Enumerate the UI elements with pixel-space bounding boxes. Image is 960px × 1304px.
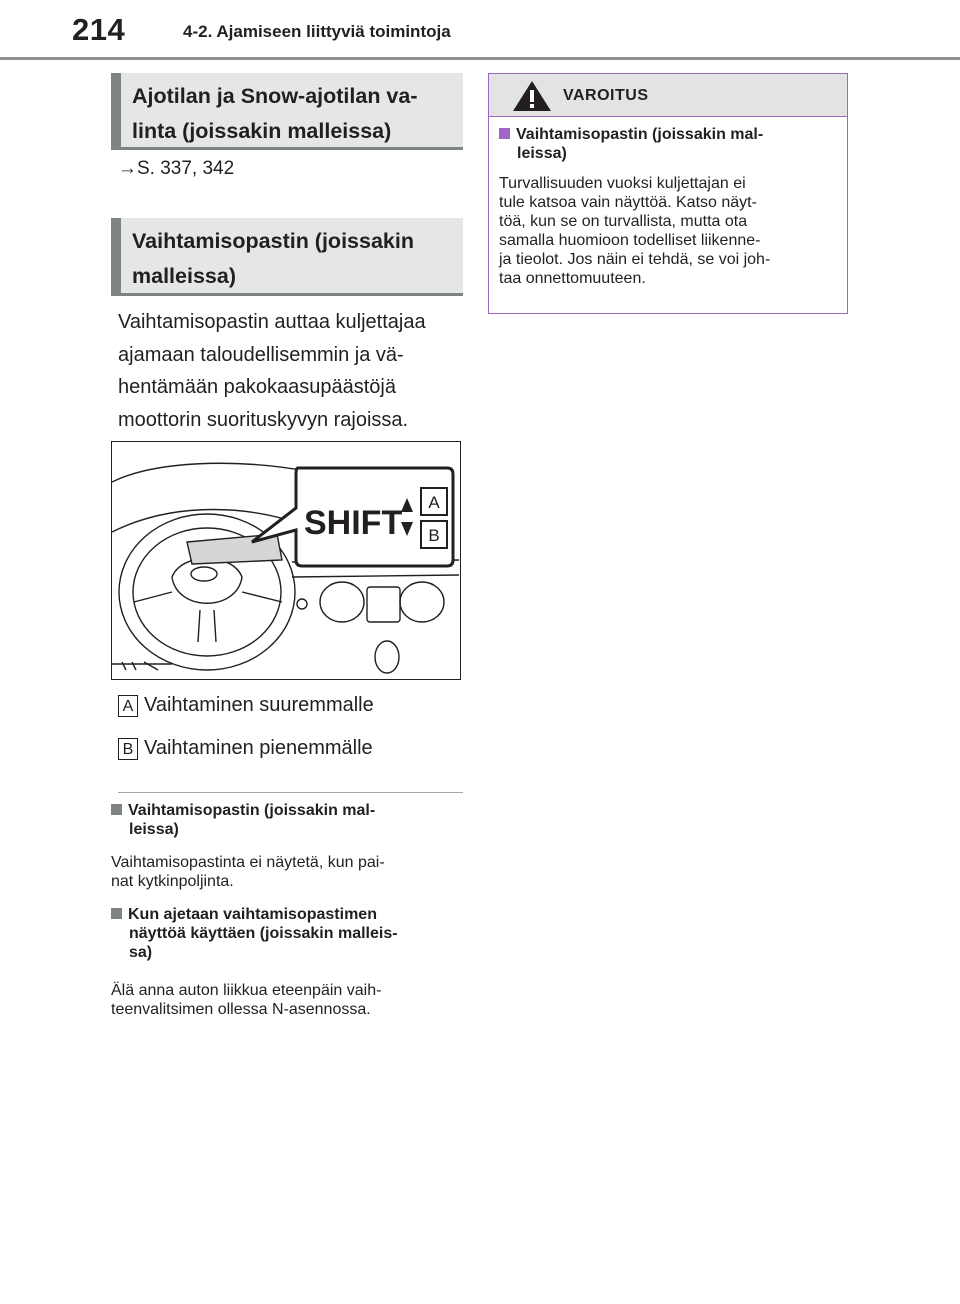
intro-line3: hentämään pakokaasupäästöjä (118, 376, 396, 398)
key-a-label: A (428, 493, 440, 512)
legend-key-a: A (118, 695, 138, 717)
warning-header (489, 74, 847, 117)
note-heading-driving-with-indicator (111, 905, 398, 962)
dash-top-line (112, 463, 312, 482)
note2-line2: näyttöä käyttäen (joissakin malleis- (129, 925, 398, 942)
heading-drive-mode-line1: Ajotilan ja Snow-ajotilan va- (132, 84, 418, 108)
warning-triangle-icon (512, 80, 552, 112)
intro-line1: Vaihtamisopastin auttaa kuljettajaa (118, 311, 426, 333)
legend-item-a (118, 694, 374, 717)
steering-lower-spoke (198, 610, 216, 642)
warning-title: VAROITUS (563, 87, 649, 104)
heading-shift-indicator-line2: malleissa) (132, 264, 236, 288)
note1-line2: leissa) (129, 821, 179, 838)
shift-text: SHIFT (304, 504, 403, 542)
warning-subheading (499, 125, 839, 163)
warning-box (488, 73, 848, 314)
header-divider (0, 57, 960, 60)
legend-key-b: B (118, 738, 138, 760)
note1-body-line1: Vaihtamisopastinta ei näytetä, kun pai- (111, 854, 385, 871)
note2-body-line2: teenvalitsimen ollessa N-asennossa. (111, 1001, 371, 1018)
knob-right (400, 582, 444, 622)
heading-shift-indicator (111, 218, 463, 296)
center-panel (367, 587, 400, 622)
intro-line4: moottorin suorituskyvyn rajoissa. (118, 408, 409, 431)
warning-sub-line2: leissa) (517, 145, 567, 162)
console-line (292, 575, 459, 577)
warning-sub-line1: Vaihtamisopastin (joissakin mal- (516, 126, 764, 143)
note2-body (111, 981, 466, 1019)
warning-body-line6: taa onnettomuuteen. (499, 270, 646, 287)
note1-body (111, 853, 466, 891)
note1-body-line2: nat kytkinpoljinta. (111, 873, 234, 890)
legend-text-b: Vaihtaminen pienemmälle (144, 737, 373, 759)
shift-lever (375, 641, 399, 673)
warning-body-line4: samalla huomioon todelliset liikenne- (499, 232, 761, 249)
pedal-marks (122, 662, 158, 670)
note2-line1: Kun ajetaan vaihtamisopastimen (128, 906, 377, 923)
note2-body-line1: Älä anna auton liikkua eteenpäin vaih- (111, 982, 382, 999)
warning-body-line1: Turvallisuuden vuoksi kuljettajan ei (499, 175, 746, 192)
warning-body (499, 174, 839, 288)
note-heading-shift-indicator (111, 801, 375, 839)
heading-drive-mode-line2: linta (joissakin malleissa) (132, 119, 392, 143)
note2-line3: sa) (129, 944, 153, 961)
knob-left (320, 582, 364, 622)
button-small (297, 599, 307, 609)
intro-paragraph (118, 306, 468, 436)
steering-spokes (134, 592, 282, 602)
bullet-square-icon (111, 908, 122, 919)
section-title: 4-2. Ajamiseen liittyviä toimintoja (183, 22, 451, 41)
bullet-square-icon (111, 804, 122, 815)
warning-body-line5: ja tieolot. Jos näin ei tehdä, se voi joh- (499, 251, 771, 268)
heading-shift-indicator-line1: Vaihtamisopastin (joissakin (132, 229, 414, 253)
heading-drive-mode (111, 73, 463, 150)
page-reference: →S. 337, 342 (118, 158, 235, 179)
key-b-label: B (428, 526, 440, 545)
dashboard-drawing (112, 442, 459, 678)
steering-emblem (191, 567, 217, 581)
dashboard-illustration (111, 441, 461, 680)
warning-body-line2: tule katsoa vain näyttöä. Katso näyt- (499, 194, 757, 211)
section-divider (118, 792, 463, 793)
legend-item-b (118, 737, 373, 760)
bullet-square-icon (499, 128, 510, 139)
warning-body-line3: töä, kun se on turvallista, mutta ota (499, 213, 748, 230)
page-number: 214 (72, 12, 126, 47)
intro-line2: ajamaan taloudellisemmin ja vä- (118, 343, 404, 366)
legend-text-a: Vaihtaminen suuremmalle (144, 694, 374, 716)
note1-line1: Vaihtamisopastin (joissakin mal- (128, 802, 376, 819)
